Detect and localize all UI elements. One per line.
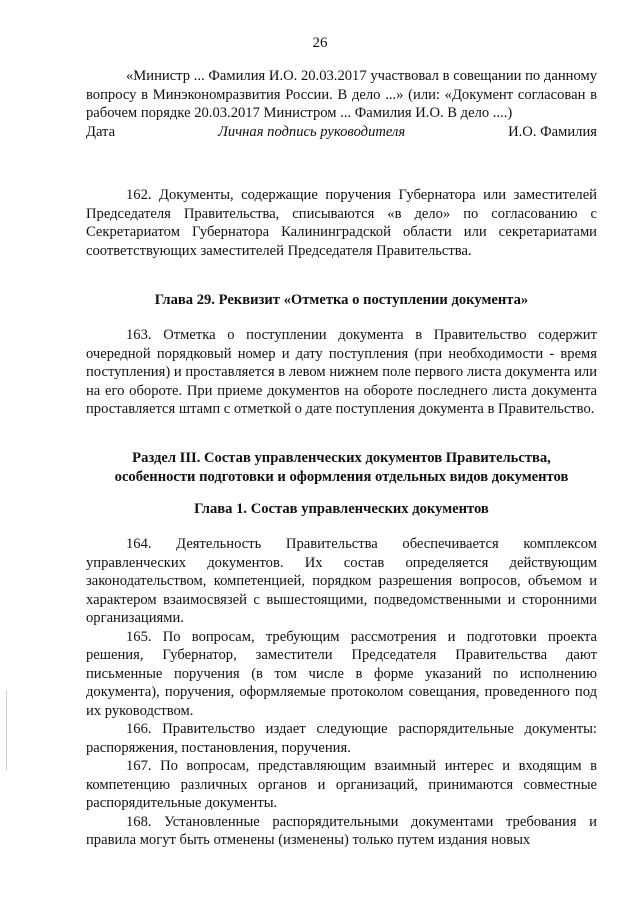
paragraphs-164-168-block xyxy=(86,535,597,850)
paragraph-163-block xyxy=(86,326,597,419)
paragraph-165: 165. По вопросам, требующим рассмотрения и подготовки проекта решения, Губернатор, заместители Председателя Правительства дают письменные поручения (в том числе в форме указаний по исполнению документа), поручения, оформляемые протоколом совещания, проведенного под их руководством. xyxy=(86,628,597,719)
signature-line xyxy=(86,123,597,142)
section-3-heading-line1: Раздел III. Состав управленческих документов Правительства, xyxy=(132,450,551,466)
signatory-name: И.О. Фамилия xyxy=(508,123,597,140)
paragraph-162: 162. Документы, содержащие поручения Губернатора или заместителей Председателя Правительства, списываются «в дело» по согласованию с Секретариатом Губернатора Калининградской области или секретариатами соответствующих заместителей Председателя Правительства. xyxy=(86,187,597,259)
paragraph-162-block xyxy=(86,186,597,260)
page-number: 26 xyxy=(312,35,328,51)
chapter-1-heading: Глава 1. Состав управленческих документов xyxy=(194,501,489,517)
paragraph-167: 167. По вопросам, представляющим взаимный интерес и входящим в компетенцию различных органов и организаций, принимаются совместные распорядительные документы. xyxy=(86,758,597,811)
chapter-29-block xyxy=(86,291,597,310)
chapter-1-block xyxy=(86,500,597,519)
paragraph-166: 166. Правительство издает следующие распорядительные документы: распоряжения, постановления, поручения. xyxy=(86,721,597,756)
paragraph-164: 164. Деятельность Правительства обеспечивается комплексом управленческих документов. Их состав определяется действующим законодательством, компетенцией, порядком разрешения вопросов, объемом и характером взаимосвязей с вышестоящими, подведомственными и сторонними организациями. xyxy=(86,536,597,626)
section-3-heading-line2: особенности подготовки и оформления отдельных видов документов xyxy=(114,468,569,485)
intro-quote: «Министр ... Фамилия И.О. 20.03.2017 участвовал в совещании по данному вопросу в Минэкономразвития России. В дело ...» (или: «Документ согласован в рабочем порядке 20.03.2017 Министром ... Фамилия И.О. В дело ....) xyxy=(86,68,597,121)
chapter-29-heading: Глава 29. Реквизит «Отметка о поступлении документа» xyxy=(154,292,529,308)
paragraph-163: 163. Отметка о поступлении документа в Правительство содержит очередной порядковый номер и дату поступления (при необходимости - время поступления) и проставляется в левом нижнем поле первого листа документа или на его обороте. При приеме документов на обороте последнего листа документа проставляется штамп с отметкой о дате поступления документа в Правительство. xyxy=(86,327,597,417)
intro-block xyxy=(86,67,597,141)
section-3-block xyxy=(86,449,597,486)
paragraph-168: 168. Установленные распорядительными документами требования и правила могут быть отменены (изменены) только путем издания новых xyxy=(86,813,597,848)
date-label: Дата xyxy=(86,123,116,140)
scan-margin-mark xyxy=(6,690,7,770)
personal-signature-label: Личная подпись руководителя xyxy=(218,123,406,140)
